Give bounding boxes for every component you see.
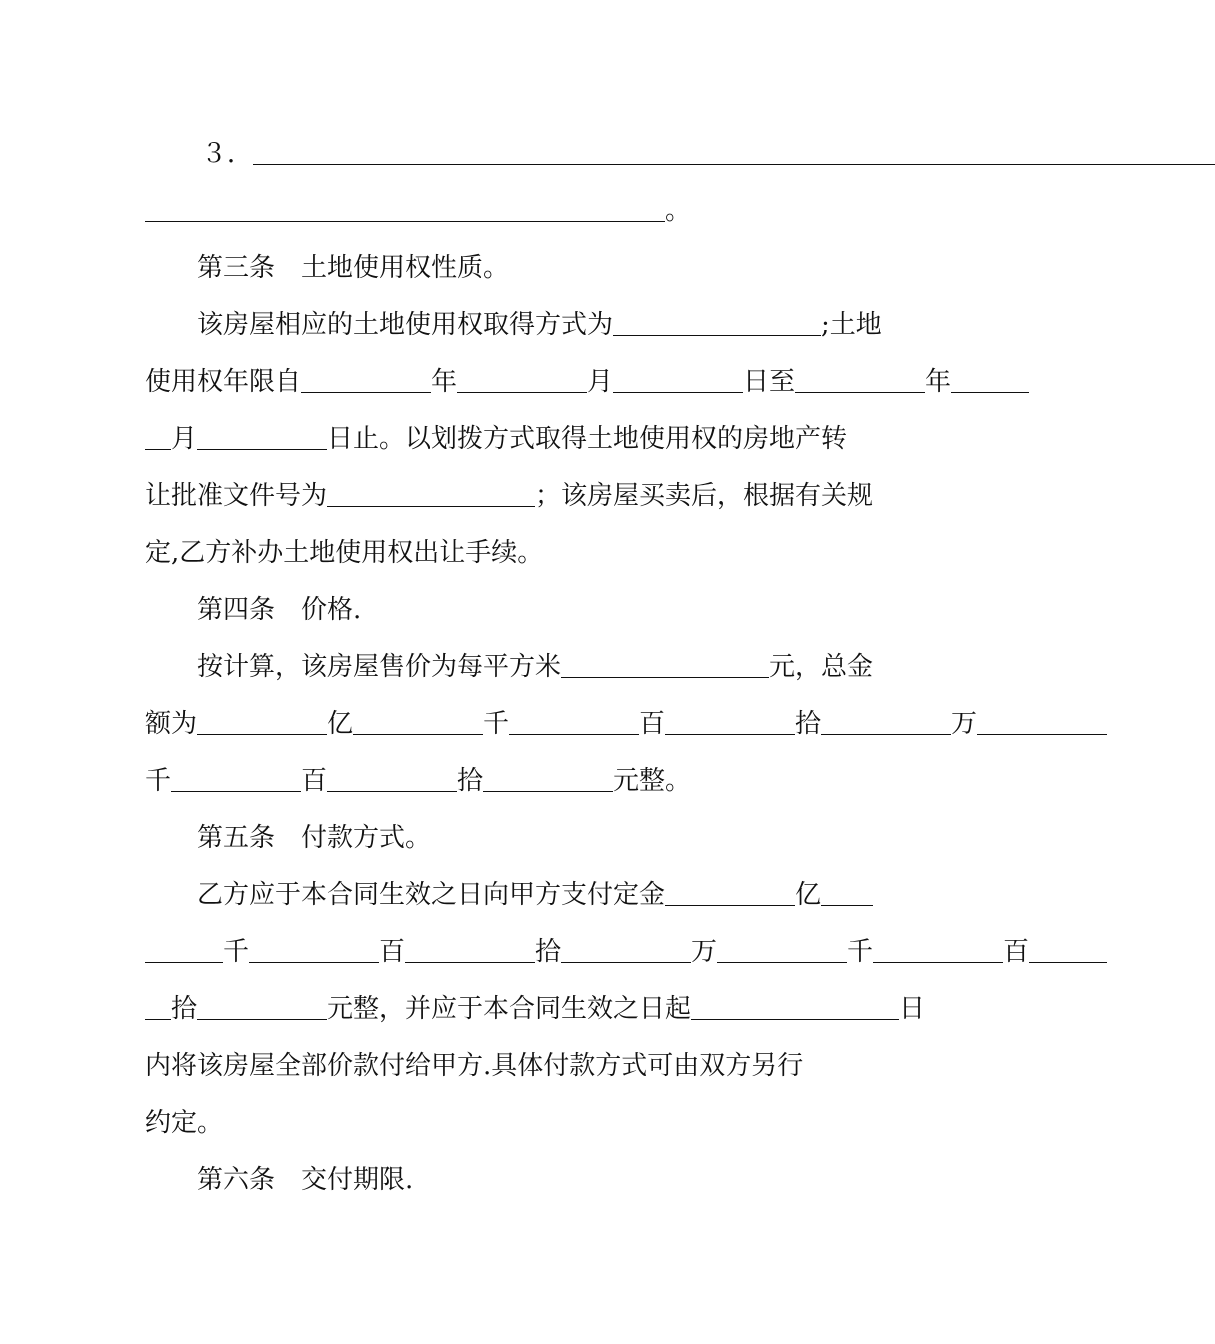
paragraph-line: 该房屋相应的土地使用权取得方式为＿＿＿＿＿＿＿＿;土地 xyxy=(197,310,882,340)
article-6-heading xyxy=(197,1160,810,1200)
paragraph-line: ＿＿＿千＿＿＿＿＿百＿＿＿＿＿拾＿＿＿＿＿万＿＿＿＿＿千＿＿＿＿＿百＿＿＿ xyxy=(145,937,1108,967)
paragraph-line: 额为＿＿＿＿＿亿＿＿＿＿＿千＿＿＿＿＿百＿＿＿＿＿拾＿＿＿＿＿万＿＿＿＿＿ xyxy=(145,709,1108,739)
paragraph-line: 内将该房屋全部价款付给甲方.具体付款方式可由双方另行 xyxy=(145,1051,804,1081)
article-number: 第六条 xyxy=(197,1165,276,1195)
article-4-heading xyxy=(197,590,810,630)
paragraph-line: 定,乙方补办土地使用权出让手续。 xyxy=(145,538,544,568)
article-title: 交付期限. xyxy=(301,1165,414,1195)
article-number: 第三条 xyxy=(197,253,276,283)
paragraph-line: 按计算，该房屋售价为每平方米＿＿＿＿＿＿＿＿元，总金 xyxy=(197,652,874,682)
article-title: 土地使用权性质。 xyxy=(301,253,510,283)
paragraph-line: ＿月＿＿＿＿＿日止。以划拨方式取得土地使用权的房地产转 xyxy=(145,424,848,454)
paragraph-line: 千＿＿＿＿＿百＿＿＿＿＿拾＿＿＿＿＿元整。 xyxy=(145,766,692,796)
paragraph-line: 乙方应于本合同生效之日向甲方支付定金＿＿＿＿＿亿＿＿ xyxy=(197,880,874,910)
article-3-heading xyxy=(197,248,810,288)
paragraph-line: ＿拾＿＿＿＿＿元整，并应于本合同生效之日起＿＿＿＿＿＿＿＿日 xyxy=(145,994,926,1024)
paragraph-line: 约定。 xyxy=(145,1108,224,1138)
article-title: 价格. xyxy=(301,595,362,625)
paragraph-line: 让批准文件号为＿＿＿＿＿＿＿＿；该房屋买卖后，根据有关规 xyxy=(145,481,874,511)
article-5-heading xyxy=(197,818,810,858)
article-number: 第五条 xyxy=(197,823,276,853)
clause-3-blank-line: ３．＿＿＿＿＿＿＿＿＿＿＿＿＿＿＿＿＿＿＿＿＿＿＿＿＿＿＿＿＿＿＿＿＿＿＿＿＿ xyxy=(201,139,1215,169)
article-title: 付款方式。 xyxy=(301,823,432,853)
clause-3-blank-line-end: ＿＿＿＿＿＿＿＿＿＿＿＿＿＿＿＿＿＿＿＿。 xyxy=(145,196,692,226)
article-number: 第四条 xyxy=(197,595,276,625)
paragraph-line: 使用权年限自＿＿＿＿＿年＿＿＿＿＿月＿＿＿＿＿日至＿＿＿＿＿年＿＿＿ xyxy=(145,367,1030,397)
